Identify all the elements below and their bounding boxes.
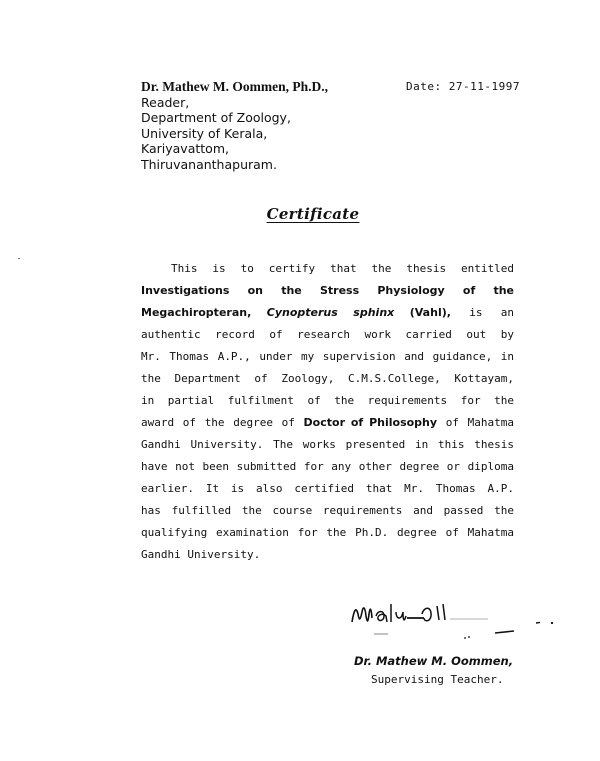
signature-stroke [396,612,406,620]
signature-stroke [495,631,514,633]
address-block [141,95,328,173]
body-line [141,368,514,390]
body-line [141,478,514,500]
body-line [141,346,514,368]
body-line [141,456,514,478]
signature-stroke [376,612,387,623]
body-text-segment: have not been submitted for any other degree or diploma [141,460,514,473]
handwritten-signature [340,592,540,642]
signatory-name: Dr. Mathew M. Oommen, [354,654,514,668]
body-text-segment: Megachiropteran, [141,306,252,319]
title-text: Certificate [266,205,360,223]
body-line [141,522,514,544]
signature-stroke [422,608,431,621]
body-text-segment: Cynopterus sphinx [251,306,395,319]
signature-dot [468,636,470,638]
body-text-segment: the Department of Zoology, C.M.S.College, Kottayam, [141,372,514,385]
body-line [141,390,514,412]
ink-dot [551,622,553,624]
body-text-segment: This is to certify that the thesis entitled [171,262,514,275]
ink-dot [18,258,20,259]
letterhead [141,79,328,172]
body-line [141,302,514,324]
address-line: Thiruvananthapuram. [141,156,277,172]
signature-stroke [536,622,540,623]
address-line: Department of Zoology, [141,110,291,125]
body-text-segment: in partial fulfilment of the requirements for the [141,394,514,407]
body-line [141,434,514,456]
date-line [406,80,520,93]
body-text-segment: earlier. It is also certified that Mr. Thomas A.P. [141,482,514,495]
body-line [141,500,514,522]
body-text-segment: Doctor of Philosophy [303,416,438,429]
author-name: Dr. Mathew M. Oommen, Ph.D., [141,79,328,94]
body-line [141,544,514,566]
address-line: Reader, [141,94,190,110]
body-text-segment: Investigations on the Stress Physiology of the [141,284,514,297]
body-line [171,258,514,280]
body-line [141,280,514,302]
body-line [141,324,514,346]
body-line [141,412,514,434]
body-text-segment: of Mahatma [437,416,514,429]
date-label: Date: [406,80,442,93]
address-line: Kariyavattom, [141,141,229,156]
address-line: University of Kerala, [141,125,268,141]
body-text-segment: award of the degree of [141,416,304,429]
body-text-segment: qualifying examination for the Ph.D. degree of Mahatma [141,526,514,539]
body-text-segment: Gandhi University. The works presented in this thesis [141,438,514,451]
body-text-segment: (Vahl), [394,306,451,319]
signature-stroke [437,604,445,620]
date-value: 27-11-1997 [448,80,520,93]
body-text-segment: authentic record of research work carried out by [141,328,514,341]
document-title [0,205,600,223]
body-text-segment: has fulfilled the course requirements and passed the [141,504,514,517]
signature-dot [464,637,466,639]
body-text-segment: is an [450,306,514,319]
body-text-segment: Gandhi University. [141,548,261,561]
body-text-segment: Mr. Thomas A.P., under my supervision and guidance, in [141,350,514,363]
signature-stroke [352,608,372,622]
signatory-role: Supervising Teacher. [371,673,504,686]
